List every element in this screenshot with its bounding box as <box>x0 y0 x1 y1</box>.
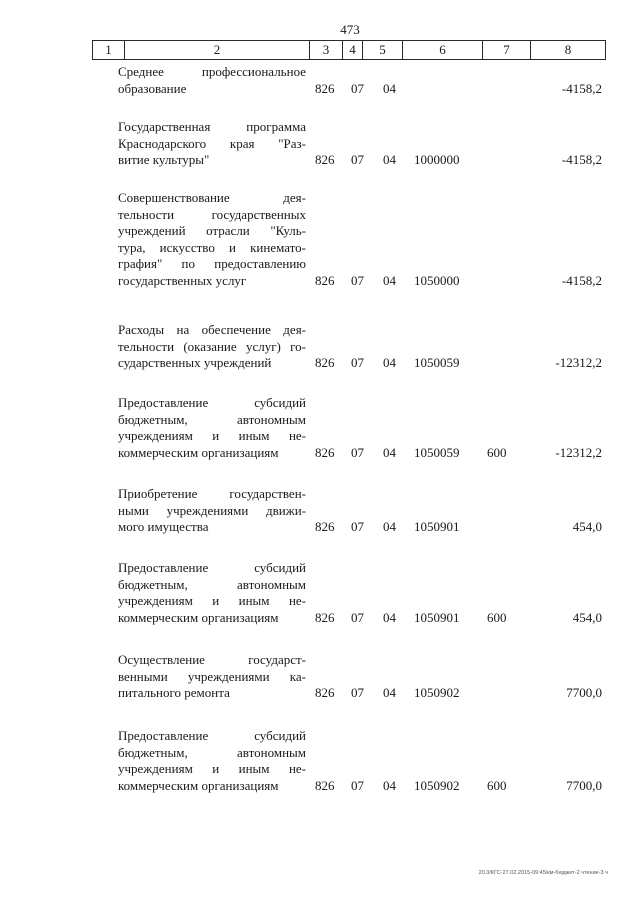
description-line: Осуществление государст- <box>118 652 306 667</box>
description-line: учреждениям и иным не- <box>118 761 306 776</box>
cell-c5: 04 <box>383 272 396 288</box>
header-col-5: 5 <box>363 41 403 59</box>
description-line: питального ремонта <box>118 685 230 700</box>
description-line: сударственных учреждений <box>118 355 272 370</box>
header-col-2: 2 <box>125 41 310 59</box>
cell-c4: 07 <box>351 777 364 793</box>
cell-c5: 04 <box>383 80 396 96</box>
description-line: Предоставление субсидий <box>118 728 306 743</box>
cell-c4: 07 <box>351 272 364 288</box>
cell-c8: -4158,2 <box>561 272 602 288</box>
cell-c5: 04 <box>383 685 396 700</box>
cell-c4: 07 <box>351 355 364 370</box>
cell-c7: 600 <box>487 444 507 460</box>
cell-c6: 1050059 <box>414 355 460 370</box>
description-line: учреждениям и иным не- <box>118 593 306 608</box>
row-description <box>118 119 306 169</box>
cell-c3: 826 <box>315 152 335 167</box>
description-line: графия" по предоставлению <box>118 256 306 271</box>
cell-c8: 454,0 <box>572 519 602 534</box>
description-line: учреждениям и иным не- <box>118 428 306 443</box>
cell-c4: 07 <box>351 519 364 534</box>
description-line: Совершенствование дея- <box>118 190 306 205</box>
cell-c3: 826 <box>315 80 335 96</box>
cell-c3: 826 <box>315 519 335 534</box>
description-line: мого имущества <box>118 519 209 534</box>
cell-c6: 1050901 <box>414 519 460 534</box>
cell-c5: 04 <box>383 355 396 370</box>
description-line: коммерческим организациям <box>118 609 279 625</box>
description-line: бюджетным, автономным <box>118 411 306 427</box>
cell-c4: 07 <box>351 152 364 167</box>
description-line: тура, искусство и кинемато- <box>118 239 306 255</box>
row-description <box>118 652 306 702</box>
cell-c3: 826 <box>315 444 335 460</box>
description-line: Расходы на обеспечение дея- <box>118 322 306 337</box>
header-col-7: 7 <box>483 41 531 59</box>
cell-c4: 07 <box>351 609 364 625</box>
description-line: коммерческим организациям <box>118 444 279 460</box>
description-line: ными учреждениями движи- <box>118 502 306 518</box>
cell-c4: 07 <box>351 685 364 700</box>
row-description <box>118 560 306 626</box>
description-line: тельности государственных <box>118 206 306 222</box>
description-line: учреждений отрасли "Куль- <box>118 223 306 238</box>
cell-c8: 7700,0 <box>566 777 602 793</box>
header-col-3: 3 <box>310 41 343 59</box>
cell-c5: 04 <box>383 152 396 167</box>
cell-c6: 1000000 <box>414 152 460 167</box>
description-line: Краснодарского края "Раз- <box>118 135 306 151</box>
row-description <box>118 64 306 97</box>
cell-c3: 826 <box>315 355 335 370</box>
cell-c4: 07 <box>351 80 364 96</box>
description-line: бюджетным, автономным <box>118 744 306 760</box>
header-col-8: 8 <box>564 42 572 57</box>
cell-c5: 04 <box>383 519 396 534</box>
description-line: Государственная программа <box>118 119 306 134</box>
row-description <box>118 322 306 372</box>
row-description <box>118 190 306 289</box>
description-line: государственных услуг <box>118 272 247 288</box>
cell-c7: 600 <box>487 609 507 625</box>
cell-c5: 04 <box>383 609 396 625</box>
cell-c6: 1050902 <box>414 685 460 700</box>
cell-c5: 04 <box>383 777 396 793</box>
description-line: Предоставление субсидий <box>118 395 306 410</box>
cell-c6: 1050901 <box>414 609 460 625</box>
header-col-4: 4 <box>343 41 363 59</box>
description-line: коммерческим организациям <box>118 777 279 793</box>
cell-c7: 600 <box>487 777 507 793</box>
cell-c8: -12312,2 <box>555 355 602 370</box>
cell-c8: 7700,0 <box>566 685 602 700</box>
cell-c5: 04 <box>383 444 396 460</box>
table-header <box>92 40 606 60</box>
cell-c4: 07 <box>351 444 364 460</box>
cell-c3: 826 <box>315 685 335 700</box>
description-line: тельности (оказание услуг) го- <box>118 338 306 354</box>
cell-c6: 1050059 <box>414 444 460 460</box>
cell-c8: 454,0 <box>572 609 602 625</box>
row-description <box>118 395 306 461</box>
description-line: образование <box>118 80 187 96</box>
cell-c8: -4158,2 <box>561 152 602 167</box>
header-col-6: 6 <box>403 41 483 59</box>
cell-c6: 1050902 <box>414 777 460 793</box>
header-col-1: 1 <box>93 41 125 59</box>
footer-stamp: 20.3/КГС-27.02.2015-09:45/км-бюджет-2 чтение-3 ч <box>478 870 608 876</box>
description-line: Приобретение государствен- <box>118 486 306 501</box>
row-description <box>118 728 306 794</box>
cell-c3: 826 <box>315 609 335 625</box>
page-number: 473 <box>340 22 360 37</box>
row-description <box>118 486 306 536</box>
description-line: витие культуры" <box>118 152 210 167</box>
cell-c8: -12312,2 <box>555 444 602 460</box>
cell-c6: 1050000 <box>414 272 460 288</box>
cell-c3: 826 <box>315 272 335 288</box>
description-line: Предоставление субсидий <box>118 560 306 575</box>
cell-c8: -4158,2 <box>561 80 602 96</box>
cell-c3: 826 <box>315 777 335 793</box>
description-line: бюджетным, автономным <box>118 576 306 592</box>
description-line: Среднее профессиональное <box>118 64 306 79</box>
description-line: венными учреждениями ка- <box>118 668 306 684</box>
